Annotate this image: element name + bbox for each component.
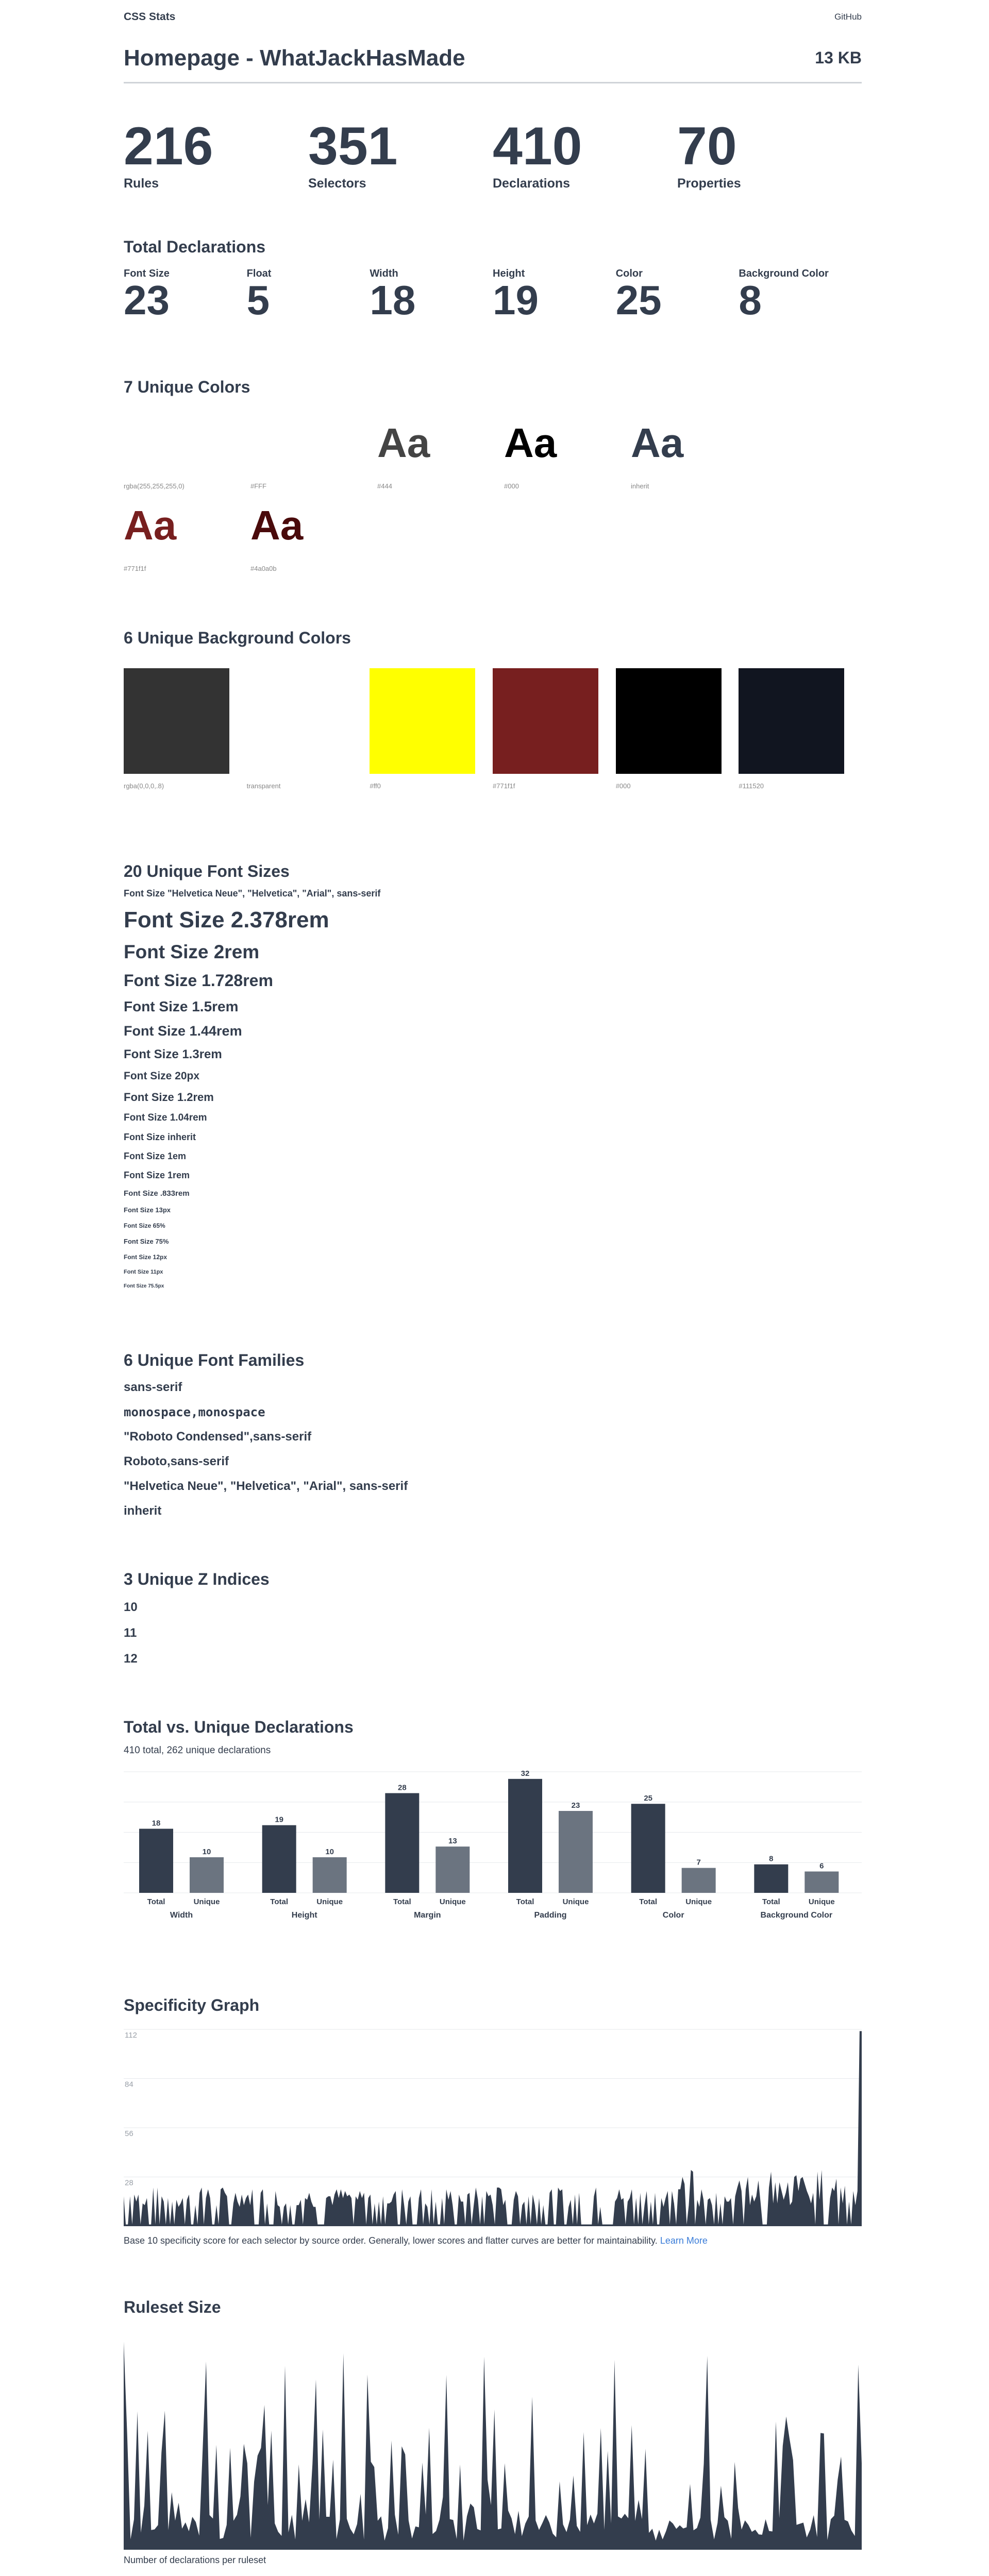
font-family-item: inherit xyxy=(124,1504,162,1518)
page-title: Homepage - WhatJackHasMade xyxy=(124,45,465,71)
category-label: Color xyxy=(662,1911,684,1920)
caption-text: Base 10 specificity score for each selector by source order. Generally, lower scores and flatter curves are better for maintainability. xyxy=(124,2235,658,2246)
y-tick-label: 112 xyxy=(125,2031,137,2040)
chart-caption: Number of declarations per ruleset xyxy=(124,2555,266,2565)
stat-declarations xyxy=(493,116,677,191)
color-text-sample: Aa xyxy=(124,502,177,548)
background-color-item xyxy=(739,668,862,790)
chart-caption xyxy=(124,2235,862,2246)
stat-value: 351 xyxy=(308,116,398,176)
bar xyxy=(313,1857,347,1893)
color-text-sample: Aa xyxy=(250,420,304,466)
ruleset-size-section xyxy=(124,2298,862,2566)
stat-label: Float xyxy=(246,268,272,279)
font-sizes-section xyxy=(124,862,862,1289)
section-heading: 6 Unique Font Families xyxy=(124,1351,305,1369)
font-family-item: "Helvetica Neue", "Helvetica", "Arial", sans-serif xyxy=(124,1479,408,1493)
declaration-stat xyxy=(493,268,616,321)
section-heading: 3 Unique Z Indices xyxy=(124,1570,270,1588)
color-text-sample xyxy=(124,422,176,464)
font-family-item: monospace,monospace xyxy=(124,1405,265,1419)
z-index-item: 10 xyxy=(124,1600,138,1614)
color-swatch xyxy=(493,668,598,774)
stat-value: 8 xyxy=(739,277,762,323)
color-value: #ff0 xyxy=(370,782,381,790)
category-label: Height xyxy=(291,1911,317,1920)
color-swatch xyxy=(616,668,722,774)
bar-label: Unique xyxy=(562,1897,589,1906)
color-value: #771f1f xyxy=(124,565,146,572)
color-sample xyxy=(124,495,250,577)
font-size-item: Font Size 1.2rem xyxy=(124,1091,214,1104)
color-value: #000 xyxy=(615,782,631,790)
color-sample xyxy=(631,412,758,495)
font-size-item: Font Size 75.5px xyxy=(124,1283,164,1289)
category-label: Width xyxy=(170,1911,193,1920)
bar xyxy=(682,1868,716,1893)
font-family-item: sans-serif xyxy=(124,1380,182,1394)
section-heading: 6 Unique Background Colors xyxy=(124,629,351,647)
ruleset-area xyxy=(124,2342,862,2550)
file-size: 13 KB xyxy=(815,48,862,67)
font-families-section xyxy=(124,1351,862,1518)
color-text-sample: Aa xyxy=(504,420,557,466)
colors-grid xyxy=(124,412,862,577)
bar-label: Total xyxy=(147,1897,165,1906)
color-value: inherit xyxy=(631,482,649,490)
stat-label: Selectors xyxy=(308,176,366,191)
background-color-item xyxy=(247,668,370,790)
font-size-item: Font Size 75% xyxy=(124,1238,169,1245)
section-heading: 20 Unique Font Sizes xyxy=(124,862,290,880)
background-color-item xyxy=(124,668,247,790)
stat-label: Font Size xyxy=(124,268,170,279)
bar-label: Total xyxy=(639,1897,658,1906)
category-label: Margin xyxy=(414,1911,441,1920)
top-bar xyxy=(124,0,862,34)
font-size-item: Font Size 1em xyxy=(124,1151,187,1161)
stat-value: 25 xyxy=(615,277,662,323)
bar xyxy=(508,1779,542,1893)
stat-label: Rules xyxy=(124,176,159,191)
font-size-item: Font Size 1.3rem xyxy=(124,1047,222,1061)
ruleset-size-chart xyxy=(124,2328,862,2550)
declaration-stat xyxy=(247,268,370,321)
color-value: #111520 xyxy=(739,782,764,790)
bar xyxy=(385,1793,419,1893)
bar-label: Total xyxy=(516,1897,534,1906)
color-swatch xyxy=(124,668,229,774)
stat-selectors xyxy=(308,116,493,191)
unique-colors-section xyxy=(124,378,862,577)
bar xyxy=(754,1865,788,1893)
bar-label: Unique xyxy=(685,1897,712,1906)
bar-value-label: 25 xyxy=(644,1794,653,1803)
section-heading: 7 Unique Colors xyxy=(124,378,250,396)
total-declarations-section xyxy=(124,238,862,321)
color-text-sample: Aa xyxy=(250,502,304,548)
font-size-item: Font Size 1.44rem xyxy=(124,1023,242,1039)
y-tick-label: 84 xyxy=(125,2080,133,2089)
page xyxy=(124,0,862,2576)
section-heading: Specificity Graph xyxy=(124,1996,260,2014)
bar-value-label: 18 xyxy=(152,1819,161,1828)
category-label: Padding xyxy=(534,1911,567,1920)
font-size-item: Font Size 2.378rem xyxy=(124,907,329,933)
y-tick-label: 56 xyxy=(125,2129,133,2138)
color-swatch xyxy=(370,668,475,774)
color-value: rgba(255,255,255,0) xyxy=(124,482,185,490)
font-family-item: Roboto,sans-serif xyxy=(124,1454,229,1468)
github-link[interactable]: GitHub xyxy=(834,12,862,22)
specificity-chart xyxy=(124,2024,862,2230)
font-family-item: "Roboto Condensed",sans-serif xyxy=(124,1430,312,1444)
bar-value-label: 23 xyxy=(571,1801,580,1810)
stat-value: 216 xyxy=(124,116,213,176)
bar xyxy=(190,1857,224,1893)
z-index-item: 11 xyxy=(124,1626,137,1640)
bar xyxy=(804,1872,839,1893)
font-size-item: Font Size 2rem xyxy=(124,941,260,962)
bar-label: Total xyxy=(393,1897,411,1906)
section-heading: Ruleset Size xyxy=(124,2298,221,2316)
color-value: #771f1f xyxy=(493,782,515,790)
stat-value: 70 xyxy=(677,116,737,176)
title-bar xyxy=(124,34,862,83)
stat-value: 5 xyxy=(246,277,270,323)
font-size-item: Font Size 20px xyxy=(124,1070,200,1082)
color-value: #000 xyxy=(504,482,519,490)
font-size-list xyxy=(124,888,862,1289)
color-swatch xyxy=(247,668,353,774)
bar-label: Unique xyxy=(316,1897,343,1906)
stat-label: Declarations xyxy=(493,176,571,191)
total-vs-unique-section xyxy=(124,1718,862,1934)
bar xyxy=(631,1804,665,1893)
total-vs-unique-chart xyxy=(124,1756,862,1931)
stat-properties xyxy=(677,116,862,191)
font-size-item: Font Size 1.04rem xyxy=(124,1112,207,1123)
bar-value-label: 10 xyxy=(202,1847,211,1856)
stat-label: Height xyxy=(493,268,525,279)
stat-value: 23 xyxy=(124,277,170,323)
font-family-list xyxy=(124,1380,862,1518)
background-color-item xyxy=(616,668,739,790)
stat-label: Properties xyxy=(677,176,741,191)
bar-value-label: 13 xyxy=(448,1837,457,1846)
bar-label: Unique xyxy=(808,1897,835,1906)
stat-value: 18 xyxy=(370,277,416,323)
color-sample xyxy=(124,412,250,495)
declaration-stat xyxy=(124,268,247,321)
color-value: rgba(0,0,0,.8) xyxy=(124,782,164,790)
color-value: #444 xyxy=(377,482,392,490)
bar xyxy=(435,1846,470,1893)
bar-label: Total xyxy=(270,1897,289,1906)
totals-row xyxy=(124,116,862,191)
font-size-item: Font Size .833rem xyxy=(124,1189,190,1198)
bar xyxy=(262,1825,296,1893)
background-colors-section xyxy=(124,629,862,790)
background-swatch-grid xyxy=(124,668,862,790)
color-sample xyxy=(250,495,377,577)
declaration-stat xyxy=(616,268,739,321)
font-size-item: Font Size 11px xyxy=(124,1269,163,1275)
declaration-stat xyxy=(370,268,493,321)
stat-value: 410 xyxy=(493,116,582,176)
background-color-item xyxy=(370,668,493,790)
stat-value: 19 xyxy=(493,277,539,323)
z-indices-section xyxy=(124,1570,862,1666)
font-size-item: Font Size 12px xyxy=(124,1253,167,1261)
stat-label: Width xyxy=(370,268,398,279)
bar-value-label: 32 xyxy=(521,1769,530,1778)
color-sample xyxy=(377,412,504,495)
bar-label: Total xyxy=(762,1897,780,1906)
bar-value-label: 28 xyxy=(397,1783,407,1792)
specificity-area xyxy=(124,2031,862,2226)
color-value: #4a0a0b xyxy=(250,565,277,572)
color-text-sample: Aa xyxy=(631,420,684,466)
font-size-item: Font Size inherit xyxy=(124,1132,196,1142)
font-size-item: Font Size 1rem xyxy=(124,1170,190,1180)
font-size-item: Font Size 65% xyxy=(124,1222,165,1229)
color-sample xyxy=(504,412,631,495)
bar-value-label: 19 xyxy=(275,1815,284,1824)
color-sample xyxy=(250,412,377,495)
color-text-sample: Aa xyxy=(377,420,430,466)
font-size-item: Font Size 1.5rem xyxy=(124,998,239,1014)
brand-link[interactable]: CSS Stats xyxy=(124,11,176,23)
z-index-item: 12 xyxy=(124,1652,138,1666)
declarations-row xyxy=(124,268,862,321)
bar-value-label: 8 xyxy=(769,1854,774,1863)
font-size-item: Font Size 13px xyxy=(124,1206,171,1214)
stat-rules xyxy=(124,116,308,191)
font-size-item: Font Size 1.728rem xyxy=(124,971,273,990)
stat-label: Background Color xyxy=(739,268,829,279)
declaration-stat xyxy=(739,268,862,321)
font-size-item: Font Size "Helvetica Neue", "Helvetica", "Arial", sans-serif xyxy=(124,888,381,899)
background-color-item xyxy=(493,668,616,790)
bar-label: Unique xyxy=(439,1897,466,1906)
color-value: transparent xyxy=(246,782,281,790)
bar xyxy=(139,1829,173,1893)
learn-more-link[interactable]: Learn More xyxy=(660,2235,708,2246)
y-tick-label: 28 xyxy=(125,2178,133,2188)
color-swatch xyxy=(739,668,844,774)
z-index-list xyxy=(124,1600,862,1666)
specificity-section xyxy=(124,1996,862,2246)
category-label: Background Color xyxy=(760,1911,833,1920)
bar-label: Unique xyxy=(193,1897,220,1906)
bar xyxy=(559,1811,593,1893)
chart-subtitle: 410 total, 262 unique declarations xyxy=(124,1745,271,1756)
bar-value-label: 6 xyxy=(819,1861,824,1871)
bar-value-label: 7 xyxy=(696,1858,701,1867)
color-value: #FFF xyxy=(250,482,267,490)
bar-value-label: 10 xyxy=(325,1847,334,1856)
section-heading: Total Declarations xyxy=(124,238,266,256)
stat-label: Color xyxy=(615,268,643,279)
section-heading: Total vs. Unique Declarations xyxy=(124,1718,354,1736)
